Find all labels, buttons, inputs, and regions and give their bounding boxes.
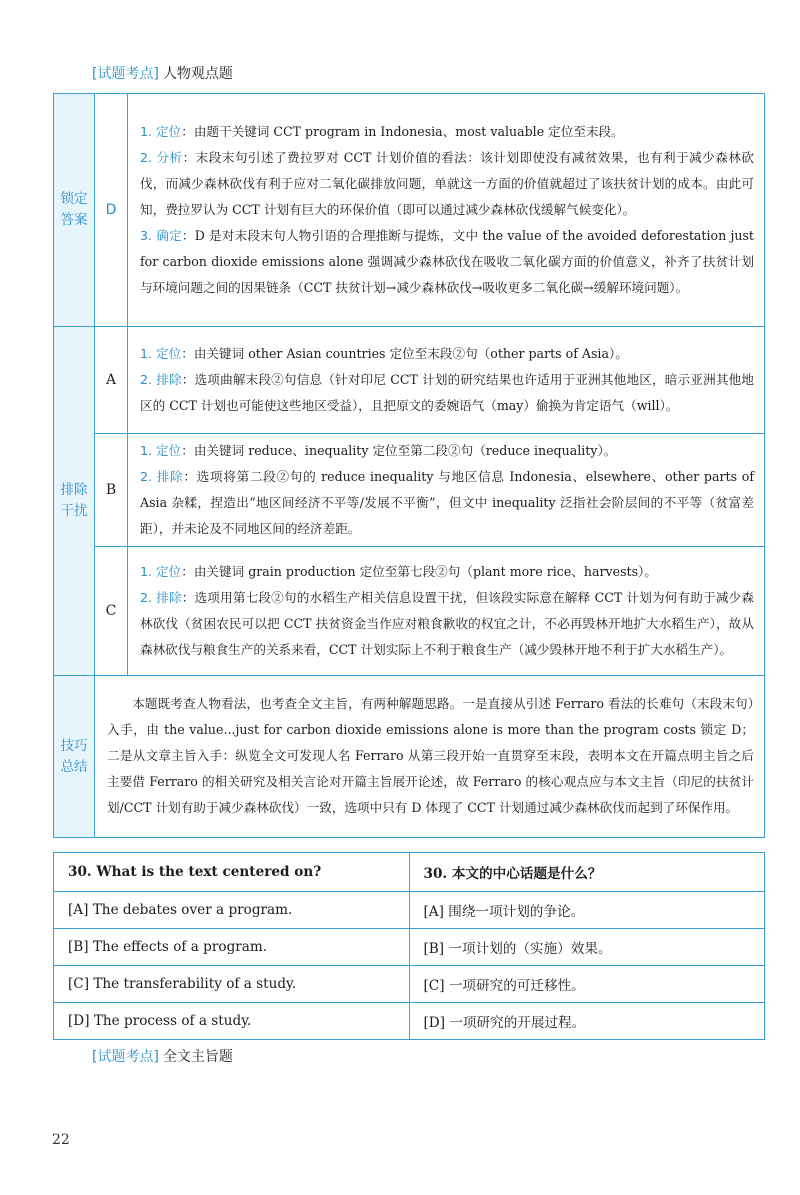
question-en-title: 30. What is the text centered on? bbox=[54, 853, 410, 892]
side-label-exclude: 排除 干扰 bbox=[54, 327, 95, 676]
option-c: C bbox=[95, 547, 128, 676]
exclude-row-b bbox=[54, 434, 765, 547]
option-cn: [B] 一项计划的（实施）效果。 bbox=[409, 929, 765, 966]
step-locate: 1. 定位：由题干关键词 CCT program in Indonesia、most valuable 定位至末段。 bbox=[140, 124, 624, 139]
option-cn: [D] 一项研究的开展过程。 bbox=[409, 1003, 765, 1040]
exclude-row-a bbox=[54, 327, 765, 434]
option-en: [B] The effects of a program. bbox=[54, 929, 410, 966]
option-en: [A] The debates over a program. bbox=[54, 892, 410, 929]
option-en: [C] The transferability of a study. bbox=[54, 966, 410, 1003]
option-cn: [A] 围绕一项计划的争论。 bbox=[409, 892, 765, 929]
question-header-row bbox=[54, 853, 765, 892]
exam-point-tag: [试题考点] bbox=[92, 1049, 159, 1065]
question-cn-title: 30. 本文的中心话题是什么？ bbox=[409, 853, 765, 892]
question-option-row bbox=[54, 892, 765, 929]
answer-option: D bbox=[95, 94, 128, 327]
summary-row bbox=[54, 676, 765, 838]
question-option-row bbox=[54, 929, 765, 966]
top-exam-point-label bbox=[92, 63, 233, 83]
exam-point-tag: [试题考点] bbox=[92, 66, 159, 82]
exam-point-title: 人物观点题 bbox=[162, 66, 233, 82]
option-a: A bbox=[95, 327, 128, 434]
lock-answer-content bbox=[128, 94, 765, 327]
analysis-table bbox=[53, 93, 765, 838]
step-confirm: 3. 确定：D 是对末段末句人物引语的合理推断与提炼，文中 the value of the avoided deforestation just for carbon dioxide emissions alone 强调减少森林砍伐在吸收二氧化碳方面的价值意义，补齐了扶贫计划与环境问题之间的因果链条（CCT 扶贫计划→减少森林砍伐→吸收更多二氧化碳→缓解环境问题）。 bbox=[140, 228, 754, 295]
option-b: B bbox=[95, 434, 128, 547]
bottom-exam-point-label bbox=[92, 1046, 233, 1066]
option-en: [D] The process of a study. bbox=[54, 1003, 410, 1040]
question-option-row bbox=[54, 966, 765, 1003]
side-label-lock: 锁定 答案 bbox=[54, 94, 95, 327]
option-b-content: 1. 定位：由关键词 reduce、inequality 定位至第二段②句（reduce inequality）。 2. 排除：选项将第二段②句的 reduce inequality 与地区信息 Indonesia、elsewhere、other parts of Asia 杂糅，捏造出“地区间经济不平等/发展不平衡”，但文中 inequality 泛指社会阶层间的不平等（贫富差距），并未论及不同地区间的经济差距。 bbox=[128, 434, 765, 547]
summary-text: 本题既考查人物看法，也考查全文主旨，有两种解题思路。一是直接从引述 Ferraro 看法的长难句（末段末句）入手，由 the value...just for carbon dioxide emissions alone is more than the program costs 锁定 D；二是从文章主旨入手：纵览全文可发现人名 Ferraro 从第三段开始一直贯穿至末段，表明本文在开篇点明主旨之后主要借 Ferraro 的相关研究及相关言论对开篇主旨展开论述，故 Ferraro 的核心观点应与本文主旨（印尼的扶贫计划/CCT 计划有助于减少森林砍伐）一致，选项中只有 D 体现了 CCT 计划通过减少森林砍伐而起到了环保作用。 bbox=[95, 676, 765, 838]
option-cn: [C] 一项研究的可迁移性。 bbox=[409, 966, 765, 1003]
step-analyze: 2. 分析：末段末句引述了费拉罗对 CCT 计划价值的看法：该计划即使没有减贫效果，也有利于减少森林砍伐，而减少森林砍伐有利于应对二氧化碳排放问题，单就这一方面的价值就超过了该扶贫计划的成本。由此可知，费拉罗认为 CCT 计划有巨大的环保价值（即可以通过减少森林砍伐缓解气候变化）。 bbox=[140, 150, 754, 217]
question-table bbox=[53, 852, 765, 1040]
exam-point-title: 全文主旨题 bbox=[162, 1049, 233, 1065]
exclude-row-c bbox=[54, 547, 765, 676]
option-c-content: 1. 定位：由关键词 grain production 定位至第七段②句（plant more rice、harvests）。 2. 排除：选项用第七段②句的水稻生产相关信息设置干扰，但该段实际意在解释 CCT 计划为何有助于减少森林砍伐（贫困农民可以把 CCT 扶贫资金当作应对粮食歉收的权宜之计，不必再毁林开地扩大水稻生产），故从森林砍伐与粮食生产的关系来看，CCT 计划实际上不利于粮食生产（减少毁林开地不利于扩大水稻生产）。 bbox=[128, 547, 765, 676]
question-option-row bbox=[54, 1003, 765, 1040]
lock-answer-row bbox=[54, 94, 765, 327]
side-label-summary: 技巧 总结 bbox=[54, 676, 95, 838]
page-number: 22 bbox=[52, 1132, 70, 1148]
option-a-content: 1. 定位：由关键词 other Asian countries 定位至末段②句（other parts of Asia）。 2. 排除：选项曲解末段②句信息（针对印尼 CCT 计划的研究结果也许适用于亚洲其他地区，暗示亚洲其他地区的 CCT 计划也可能使这些地区受益），且把原文的委婉语气（may）偷换为肯定语气（will）。 bbox=[128, 327, 765, 434]
